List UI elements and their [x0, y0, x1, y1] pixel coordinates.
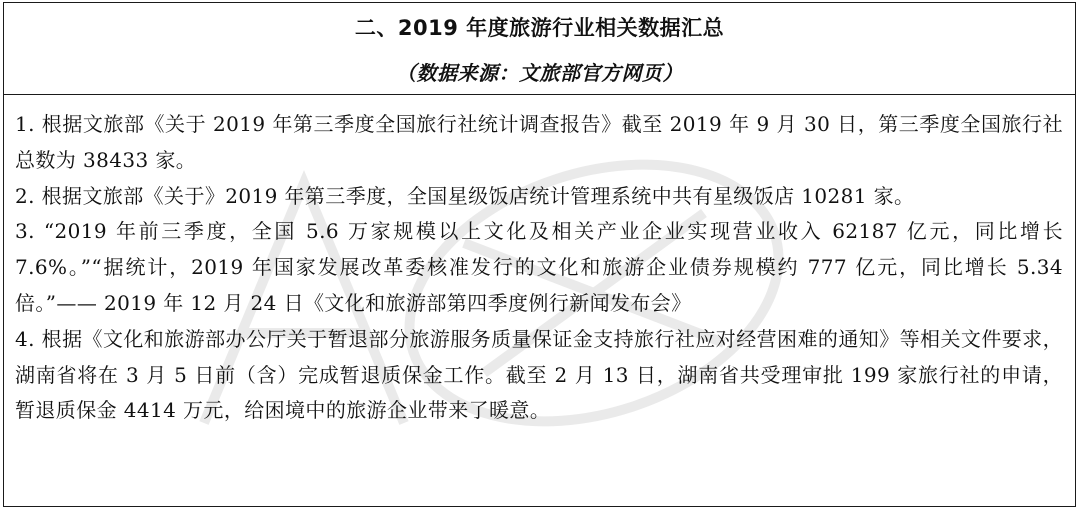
data-summary-table	[3, 2, 1076, 507]
list-item: 4. 根据《文化和旅游部办公厅关于暂退部分旅游服务质量保证金支持旅行社应对经营困难的通知》等相关文件要求，湖南省将在 3 月 5 日前（含）完成暂退质保金工作。截至 2 月 13 日，湖南省共受理审批 199 家旅行社的申请，暂退质保金 4414 万元，给困境中的旅游企业带来了暖意。	[15, 326, 1063, 423]
data-source-note: （数据来源：文旅部官方网页）	[396, 61, 683, 85]
list-item: 3. “2019 年前三季度，全国 5.6 万家规模以上文化及相关产业企业实现营业收入 62187 亿元，同比增长 7.6%。”“据统计，2019 年国家发展改革委核准发行的文化和旅游企业债券规模约 777 亿元，同比增长 5.34 倍。”—— 2019 年 12 月 24 日《文化和旅游部第四季度例行新闻发布会》	[15, 219, 1063, 315]
table-header	[4, 3, 1075, 95]
table-body	[4, 95, 1075, 506]
list-item: 2. 根据文旅部《关于》2019 年第三季度，全国星级饭店统计管理系统中共有星级饭店 10281 家。	[15, 183, 915, 208]
list-item: 1. 根据文旅部《关于 2019 年第三季度全国旅行社统计调查报告》截至 2019 年 9 月 30 日，第三季度全国旅行社总数为 38433 家。	[15, 112, 1063, 172]
table-title: 二、2019 年度旅游行业相关数据汇总	[354, 16, 725, 40]
